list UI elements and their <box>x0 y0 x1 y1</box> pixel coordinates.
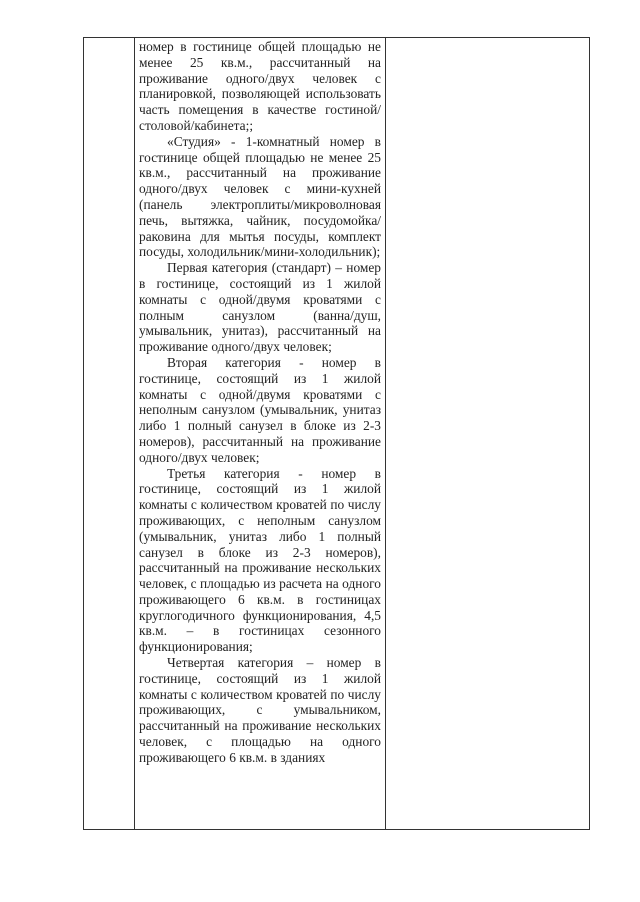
description-text <box>135 38 385 766</box>
paragraph-studio: «Студия» - 1-комнатный номер в гостинице общей площадью не менее 25 кв.м., рассчитанный на проживание одного/двух человек с мини-кухней (панель электроплиты/микроволновая печь, вытяжка, чайник, посудомойка/раковина для мытья посуды, комплект посуды, холодильник/мини-холодильник); <box>139 133 381 260</box>
paragraph-fourth-category: Четвертая категория – номер в гостинице, состоящий из 1 жилой комнаты с количеством кроватей по числу проживающих, с умывальником, рассчитанный на проживание нескольких человек, с площадью на одного проживающего 6 кв.м. в зданиях <box>139 655 381 765</box>
paragraph-second-category: Вторая категория - номер в гостинице, состоящий из 1 жилой комнаты с одной/двумя кроватями с неполным санузлом (умывальник, унитаз либо 1 полный санузел в блоке из 2-3 номеров), рассчитанный на проживание одного/двух человек; <box>139 354 381 465</box>
number-cell <box>84 38 135 830</box>
paragraph-first-category: Первая категория (стандарт) – номер в гостинице, состоящий из 1 жилой комнаты с одной/двумя кроватями с полным санузлом (ванна/душ, умывальник, унитаз), рассчитанный на проживание одного/двух человек; <box>139 260 381 355</box>
document-table <box>83 37 590 830</box>
paragraph-suite-continuation: номер в гостинице общей площадью не менее 25 кв.м., рассчитанный на проживание одного/двух человек с планировкой, позволяющей использовать часть помещения в качестве гостиной/столовой/кабинета;; <box>139 39 381 133</box>
notes-cell <box>386 38 590 830</box>
table-row <box>84 38 590 830</box>
paragraph-third-category: Третья категория - номер в гостинице, состоящий из 1 жилой комнаты с количеством кроватей по числу проживающих, с неполным санузлом (умывальник, унитаз либо 1 полный санузел в блоке из 2-3 номеров), рассчитанный на проживание нескольких человек, с площадью из расчета на одного проживающего 6 кв.м. в гостиницах круглогодичного функционирования, 4,5 кв.м. – в гостиницах сезонного функционирования; <box>139 465 381 655</box>
description-cell <box>135 38 386 830</box>
